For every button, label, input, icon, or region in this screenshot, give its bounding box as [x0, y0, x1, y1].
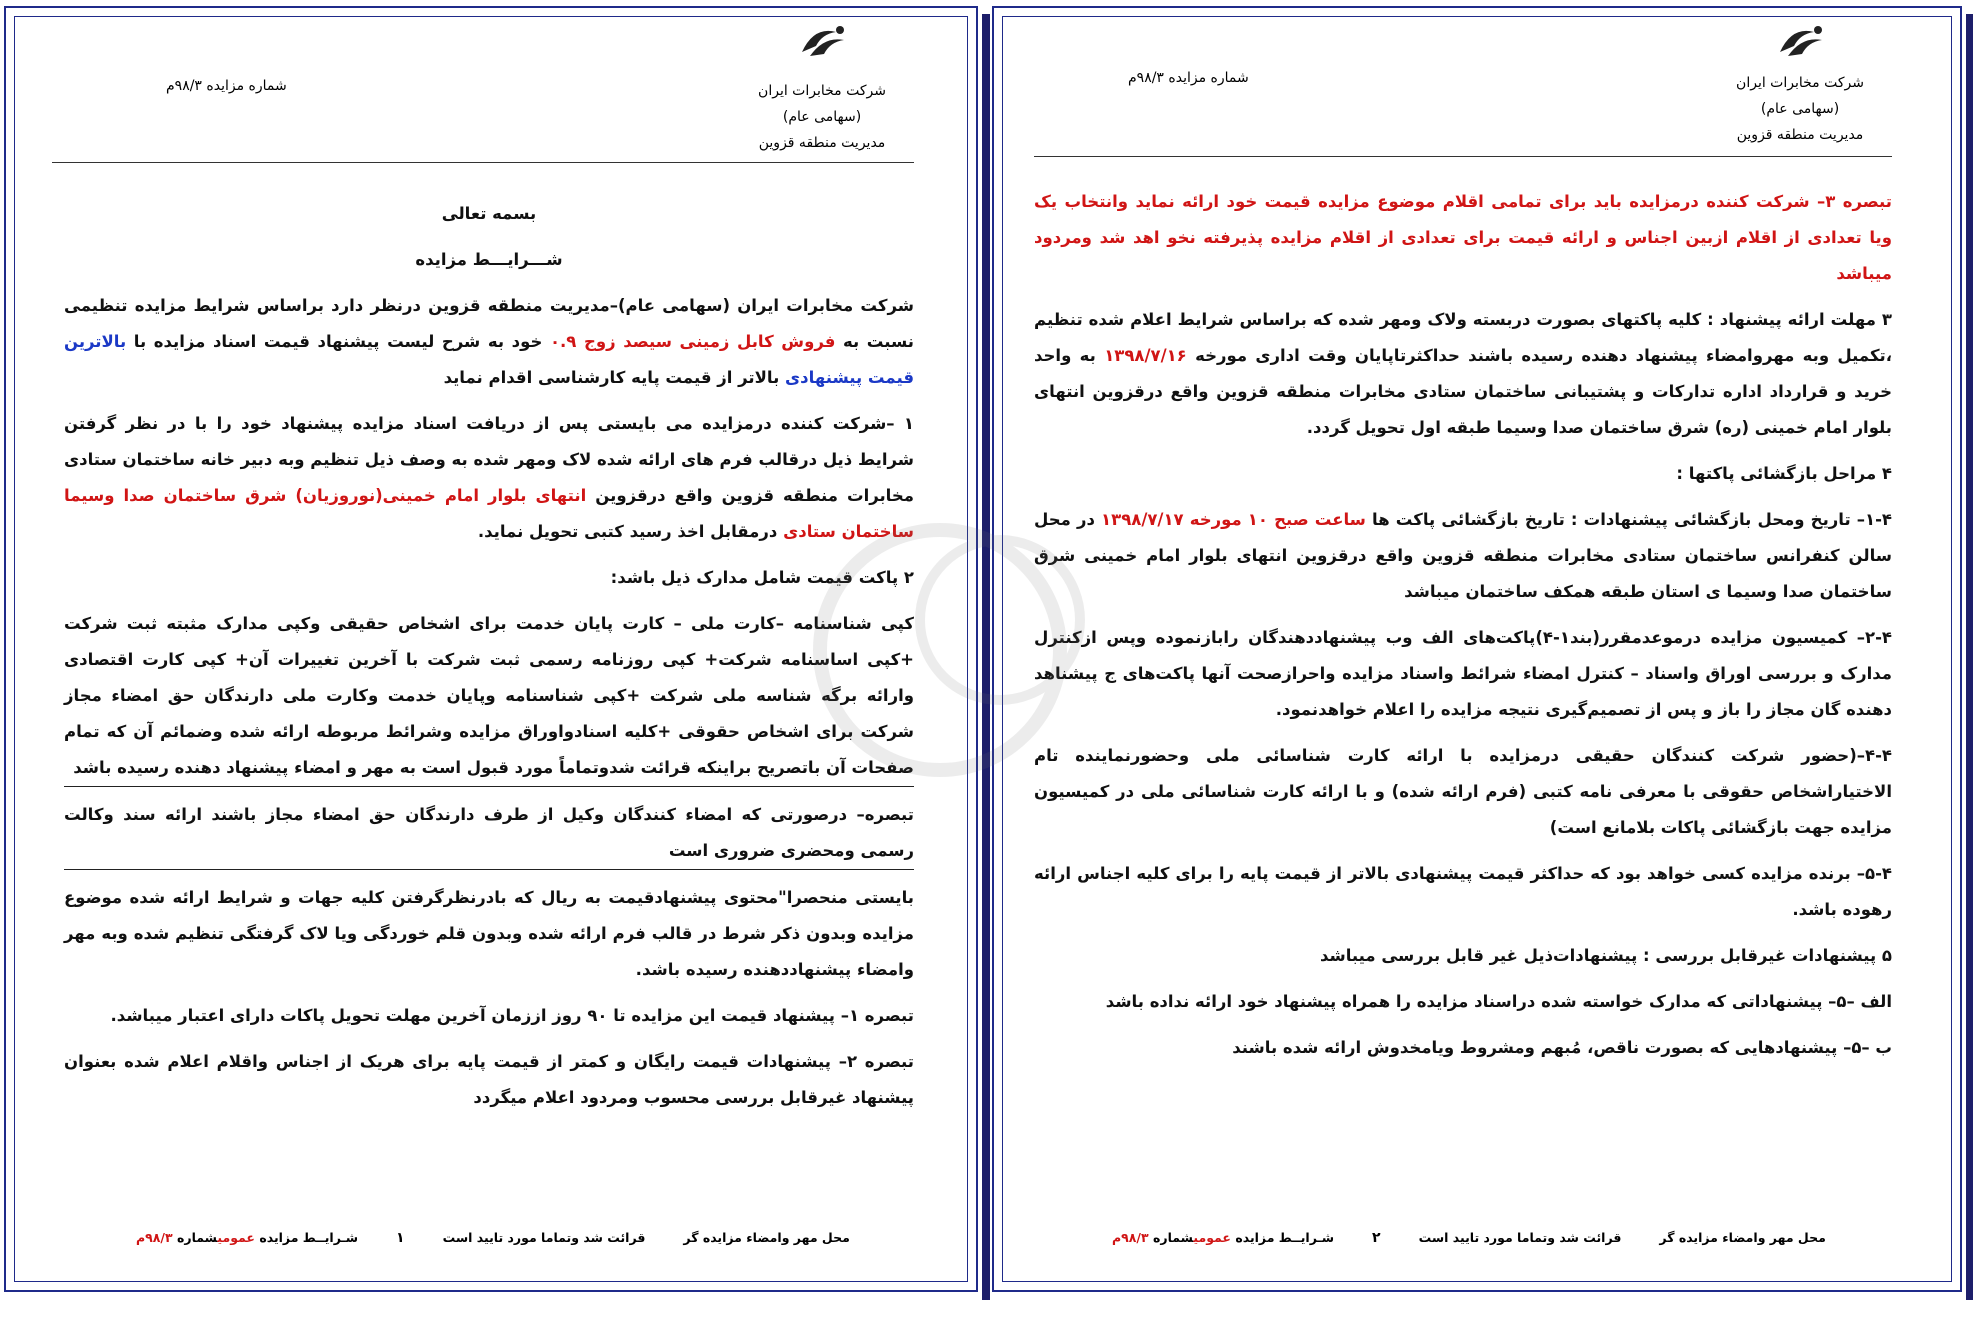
item-1-address: انتهای بلوار امام خمینی(نوروزیان) شرق ساختمان صدا وسیما ساختمان ستادی [64, 486, 914, 541]
company-type: (سهامی عام) [782, 109, 862, 125]
footer-doc-red: عمومی [217, 1230, 255, 1245]
intro-paragraph [64, 288, 914, 396]
note-attorney: تبصره– درصورتی که امضاء کنندگان وکیل از طرف دارندگان حق امضاء مجاز باشند ارائه سند وکالت رسمی ومحضری ضروری است [64, 797, 914, 870]
company-region: مدیریت منطقه قزوین [758, 135, 886, 151]
required-docs: کپی شناسنامه –کارت ملی – کارت پایان خدمت برای اشخاص حقیقی وکپی مدارک مثبته ثبت شرکت +کپی اساسنامه شرکت+ کپی روزنامه رسمی ثبت شرکت با آخرین تغییرات آن+ کپی کارت اقتصادی وارائه برگه شناسه ملی شرکت +کپی شناسنامه وپایان خدمت وکارت ملی دارندگان حق امضاء مجاز شرکت برای اشخاص حقوقی +کلیه اسنادواوراق مزایده وشرائط مربوطه ارائه شده وضمائم آن که تمام صفحات آن باتصریح براینکه قرائت شدوتماماً مورد قبول است به مهر و امضاء پیشنهاد دهنده رسیده باشد [64, 606, 914, 787]
footer-doc-label-2: شماره [177, 1230, 218, 1245]
item-5-a: الف –۵– پیشنهاداتی که مدارک خواسته شده دراسناد مزایده را همراه پیشنهاد خود ارائه نداده باشد [1105, 992, 1892, 1011]
intro-blue-highlight: بالاترین قیمت پیشنهادی [64, 332, 914, 387]
item-1 [64, 406, 914, 550]
intro-text: شرکت مخابرات ایران (سهامی عام)–مدیریت منطقه قزوین درنظر دارد براساس شرایط مزایده تنظیمی نسبت به [64, 296, 914, 351]
header-divider [52, 162, 914, 163]
item-5: ۵ پیشنهادات غیرقابل بررسی : پیشنهادات‌ذیل غیر قابل بررسی میباشد [1319, 946, 1892, 965]
item-4-4: ۴-۴–(حضور شرکت کنندگان حقیقی درمزایده با ارائه کارت شناسائی ملی وحضورنماینده تام الاختیاراشخاص حقوقی با معرفی نامه کتبی (فرم ارائه شده) و با ارائه کارت شناسائی ملی در کمیسیون مزایده جهت بازگشائی پاکات بلامانع است) [1034, 746, 1892, 837]
footer-doc-label-2: شماره [1153, 1230, 1194, 1245]
item-1-text-2: درمقابل اخذ رسید کتبی تحویل نماید. [477, 522, 778, 541]
item-4-1 [1034, 502, 1892, 610]
footer-doc [1112, 1230, 1334, 1246]
company-name: شرکت مخابرات ایران [758, 83, 886, 99]
item-1-text: ۱ –شرکت کننده درمزایده می بایستی پس از دریافت اسناد مزایده پیشنهاد خود را با در نظر گرفتن شرایط ذیل درقالب فرم های ارائه شده لاک ومهر شده به وصف ذیل تنظیم وبه دبیر خانه ساختمان ستادی مخابرات منطقه قزوین واقع درقزوین [64, 414, 914, 505]
page-number: ۲ [1372, 1230, 1381, 1246]
footer-doc-number: ۹۸/۳م [1112, 1230, 1149, 1245]
company-logo-icon [796, 22, 850, 62]
page-1-body [64, 196, 914, 1126]
item-3-date: ۱۳۹۸/۷/۱۶ [1104, 346, 1187, 365]
note-1: تبصره ۱– پیشنهاد قیمت این مزایده تا ۹۰ روز اززمان آخرین مهلت تحویل پاکات دارای اعتبار میباشد. [110, 1006, 914, 1025]
item-4-1-text: ۱-۴– تاریخ ومحل بازگشائی پیشنهادات : تاریخ بازگشائی پاکت ها [1372, 510, 1893, 529]
header-divider [1034, 156, 1892, 157]
item-4-5: ۵-۴– برنده مزایده کسی خواهد بود که حداکثر قیمت پیشنهادی بالاتر از قیمت پایه را برای کلیه اجناس ارائه رهوده باشد. [1034, 864, 1892, 919]
intro-highlight: فروش کابل زمینی سیصد زوج ۰.۹ [549, 332, 836, 351]
footer-doc-number: ۹۸/۳م [136, 1230, 173, 1245]
company-header [758, 78, 886, 156]
page-2-body [1034, 184, 1892, 1076]
item-3-text: ۳ مهلت ارائه پیشنهاد : کلیه پاکتهای بصورت دربسته ولاک ومهر شده که براساس شرایط اعلام شده تنظیم ،تکمیل وبه مهروامضاء پیشنهاد دهنده رسیده باشند حداکثرتاپایان وقت اداری مورخه [1034, 310, 1893, 365]
page-edge [982, 14, 990, 1300]
footer-doc-red: عمومی [1193, 1230, 1231, 1245]
item-4-1-text-2: در محل سالن کنفرانس ساختمان ستادی مخابرات منطقه قزوین واقع درقزوین انتهای بلوار امام خمینی شرق ساختمان صدا وسیما ی استان طبقه همکف ساختمان میباشد [1034, 510, 1892, 601]
company-header [1736, 70, 1864, 148]
page-2-footer [1112, 1230, 1826, 1246]
footer-read: قرائت شد وتماما مورد تایید است [442, 1230, 646, 1245]
intro-text-2: خود به شرح لیست پیشنهاد قیمت اسناد مزایده با [133, 332, 543, 351]
item-3-text-2: به واحد خرید و قرارداد اداره تدارکات و پشتیبانی ساختمان ستادی مخابرات منطقه قزوین واقع درقزوین انتهای بلوار امام خمینی (ره) شرق ساختمان صدا وسیما طبقه اول تحویل گردد. [1034, 346, 1892, 437]
company-name: شرکت مخابرات ایران [1736, 75, 1864, 91]
footer-read: قرائت شد وتماما مورد تایید است [1418, 1230, 1622, 1245]
item-4-1-date: ساعت صبح ۱۰ مورخه ۱۳۹۸/۷/۱۷ [1101, 510, 1366, 529]
item-3 [1034, 302, 1892, 446]
item-4-2: ۲-۴– کمیسیون مزایده درموعدمقرر(بند۱-۴)پاکت‌های الف وب پیشنهاددهندگان رابازنموده وپس ازکنترل مدارک و بررسی اوراق واسناد – کنترل امضاء شرائط واسناد مزایده واحرازصحت آنها پاکت‌های ج پیشناهد دهنده گان مجاز را باز و پس از تصمیم‌گیری نتیجه مزایده را اعلام خواهدنمود. [1034, 628, 1892, 719]
footer-doc-label: شـرایــط مزایده [259, 1230, 359, 1245]
intro-text-3: بالاتر از قیمت پایه کارشناسی اقدام نماید [443, 368, 780, 387]
price-content: بایستی منحصرا"محتوی پیشنهادقیمت به ریال که بادرنظرگرفتن کلیه جهات و شرایط ارائه شده موضوع مزایده وبدون ذکر شرط در قالب فرم ارائه شده وبدون قلم خوردگی ویا لاک گرفتگی تنظیم شده وبه مهر وامضاء پیشنهاددهنده رسیده باشد. [64, 888, 914, 979]
item-4: ۴ مراحل بازگشائی پاکتها : [1676, 464, 1892, 483]
footer-seal: محل مهر وامضاء مزایده گر [683, 1230, 850, 1245]
document-page-2 [992, 6, 1962, 1292]
footer-doc [136, 1230, 358, 1246]
doc-subtitle: شـــرایـــط مزایده [415, 250, 563, 269]
company-region: مدیریت منطقه قزوین [1736, 127, 1864, 143]
page-1-footer [136, 1230, 850, 1246]
item-2: ۲ پاکت قیمت شامل مدارک ذیل باشد: [610, 568, 914, 587]
note-3: تبصره ۳– شرکت کننده درمزایده باید برای تمامی اقلام موضوع مزایده قیمت خود ارائه نماید وانتخاب یک ویا تعدادی از اقلام ازبین اجناس و ارائه قیمت برای تعدادی از اقلام مزایده پذیرفته نخو اهد شد ومردود میباشد [1034, 192, 1892, 283]
auction-number: شماره مزایده ۹۸/۳م [1128, 70, 1249, 86]
item-5-b: ب –۵– پیشنهادهایی که بصورت ناقص، مُبهم ومشروط ویامخدوش ارائه شده باشند [1232, 1038, 1892, 1057]
page-number: ۱ [396, 1230, 405, 1246]
company-logo-icon [1774, 22, 1828, 62]
note-2: تبصره ۲– پیشنهادات قیمت رایگان و کمتر از قیمت پایه برای هریک از اجناس واقلام اعلام شده بعنوان پیشنهاد غیرقابل بررسی محسوب ومردود اعلام میگردد [64, 1052, 914, 1107]
company-type: (سهامی عام) [1760, 101, 1840, 117]
footer-doc-label: شـرایــط مزایده [1235, 1230, 1335, 1245]
page-edge [1966, 14, 1973, 1300]
footer-seal: محل مهر وامضاء مزایده گر [1659, 1230, 1826, 1245]
auction-number: شماره مزایده ۹۸/۳م [166, 78, 287, 94]
doc-title: بسمه تعالی [441, 204, 537, 223]
document-page-1 [4, 6, 978, 1292]
